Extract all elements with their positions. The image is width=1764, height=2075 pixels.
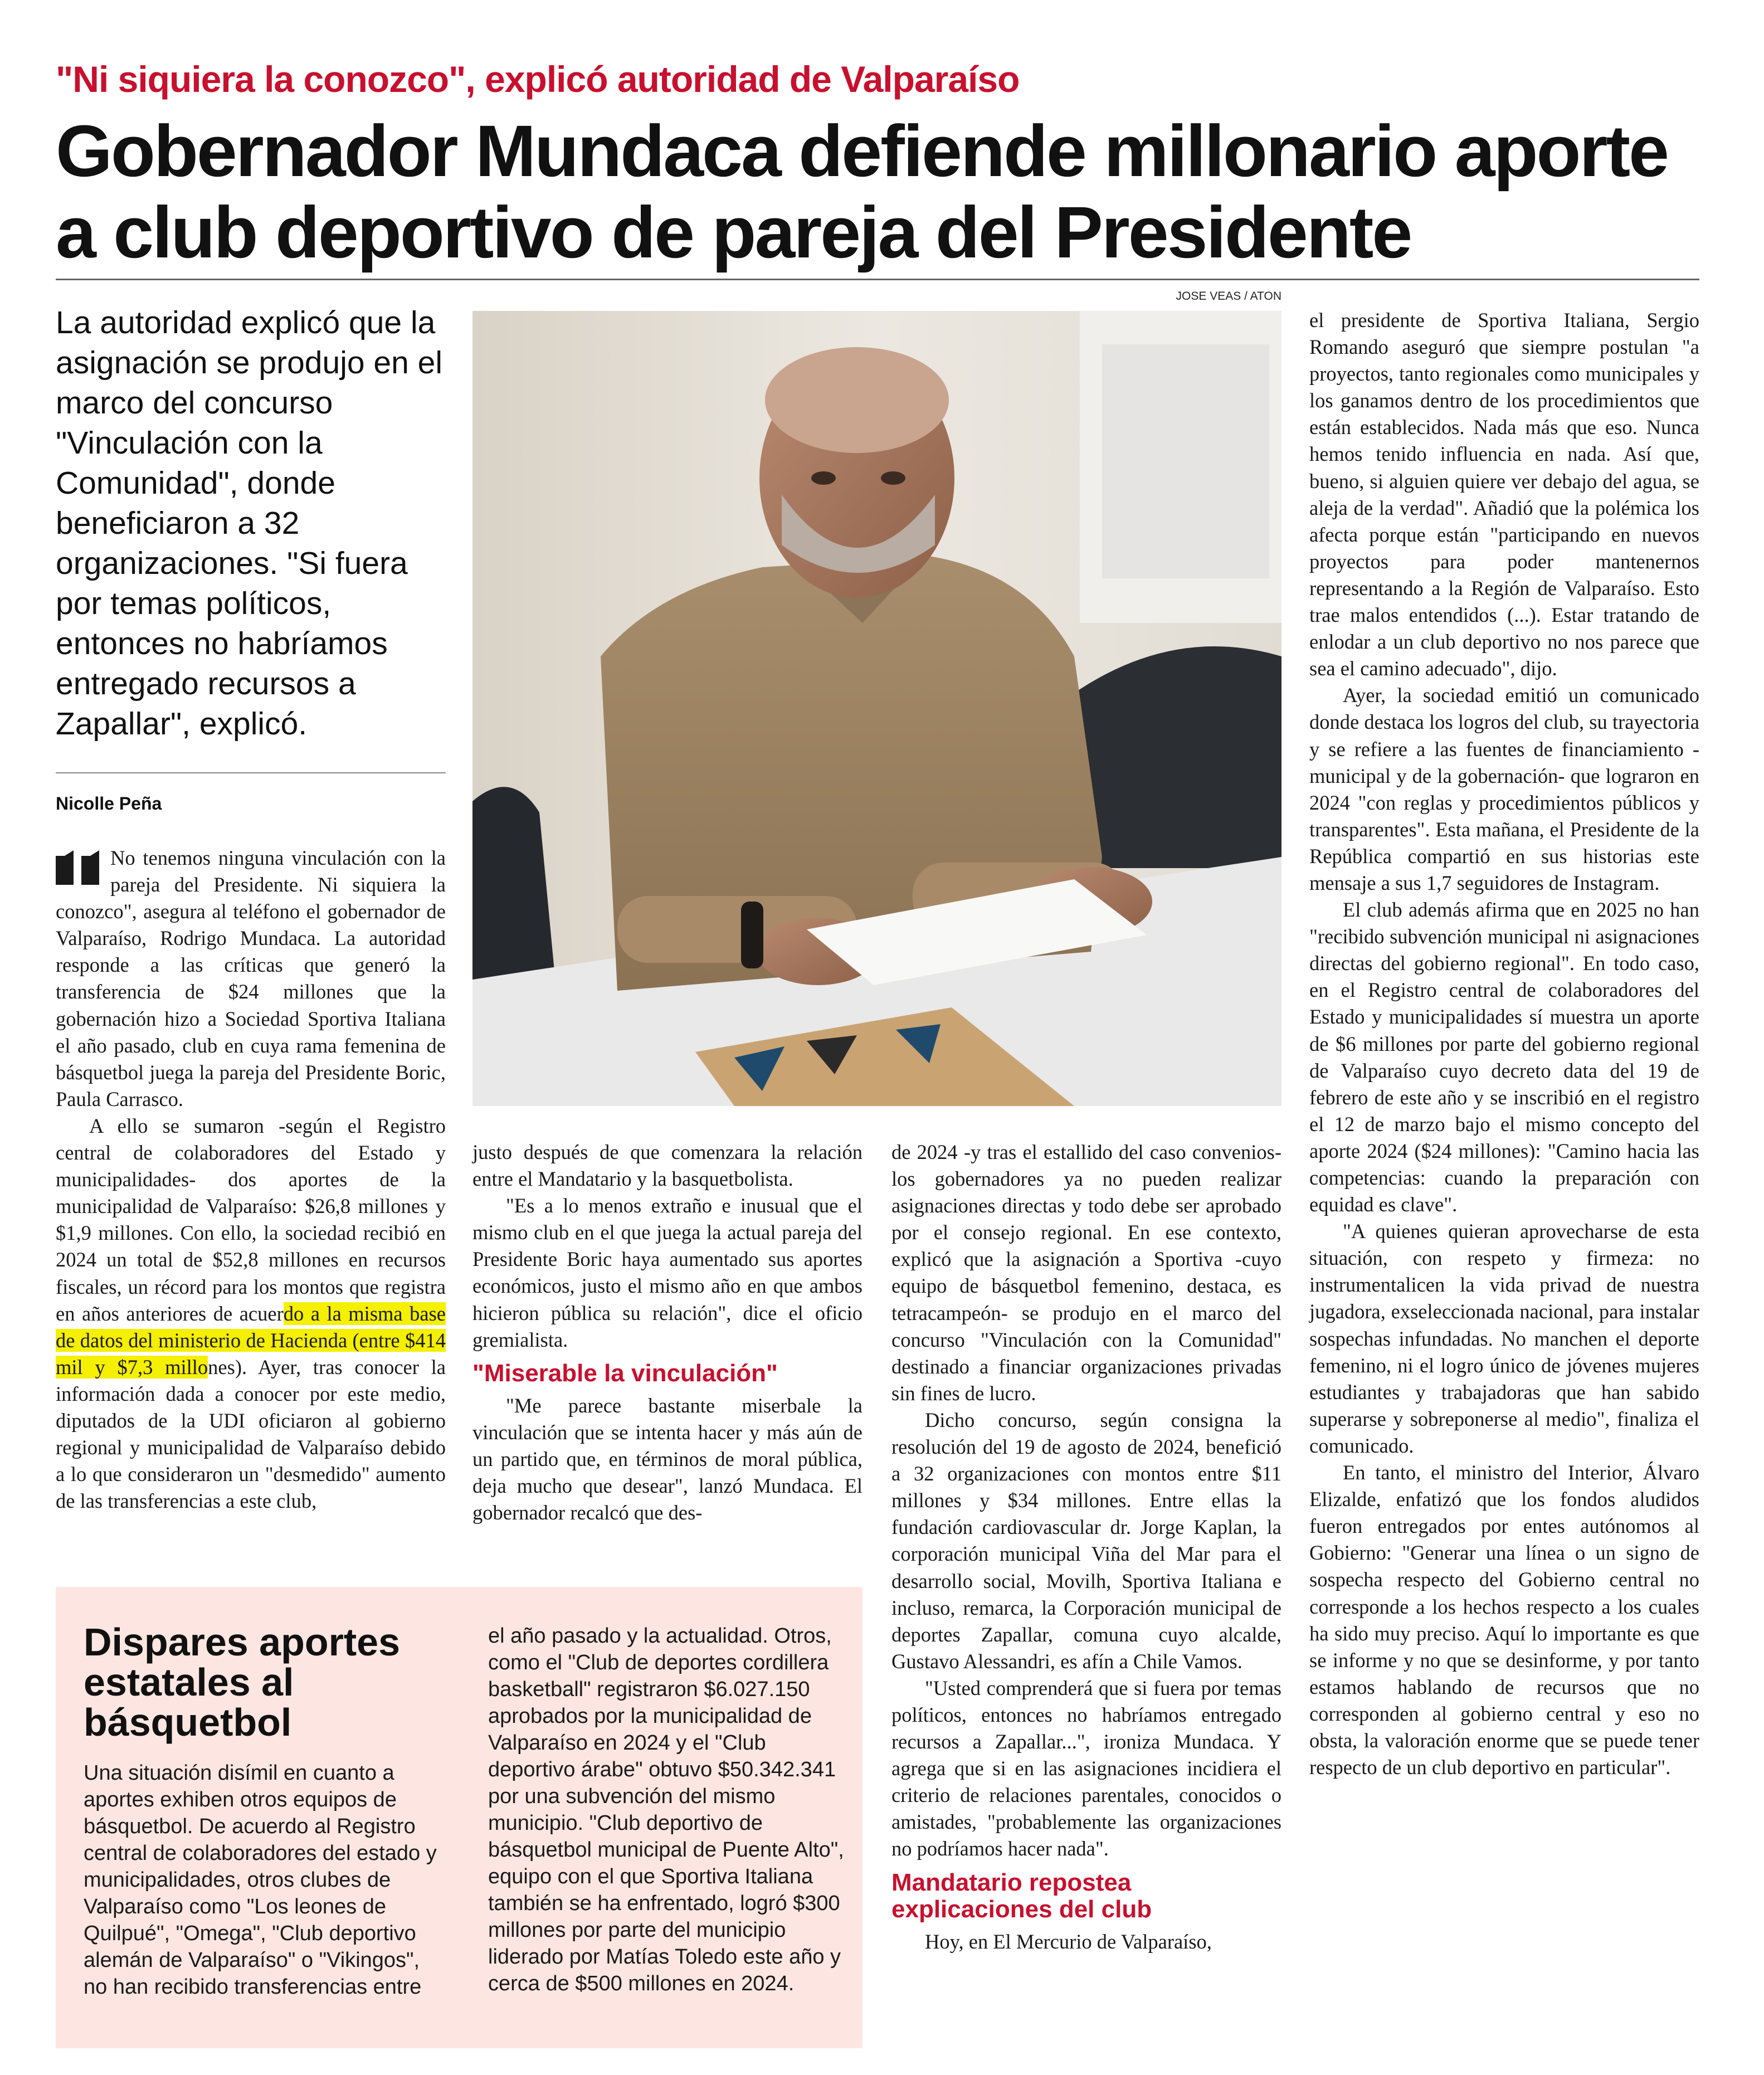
sidebar-text-2: el año pasado y la actualidad. Otros, como el "Club de deportes cordillera basketball" registraron $6.027.150 aprobados por la municipalidad de Valparaíso en 2024 y el "Club deportivo árabe" obtuvo $50.342.341 por una subvención del mismo municipio. "Club deportivo de básquetbol municipal de Puente Alto", equipo con el que Sportiva Italiana también se ha enfrentado, logró $300 millones por parte del municipio liderado por Matías Toledo este año y cerca de $500 millones en 2024. [488, 1624, 844, 1995]
article-photo [472, 311, 1281, 1106]
headline-rule [56, 279, 1699, 280]
byline-rule [56, 772, 446, 773]
paragraph: el presidente de Sportiva Italiana, Sergio Romando aseguró que siempre postulan "a proyectos, tanto regionales como municipales y los ganamos dentro de los procedimientos que están establecidos. Nada más que eso. Nunca hemos tenido influencia en nada. Así que, bueno, si alguien quiere ver debajo del agua, se aleja de la verdad". Añadió que la polémica los afecta porque están "participando en nuevos proyectos para poder mantenernos representando a la Región de Valparaíso. Esto trae malos entendidos (...). Estar tratando de enlodar a un club deportivo no nos parece que sea el camino adecuado", dijo. [1309, 309, 1699, 680]
kicker: "Ni siquiera la conozco", explicó autoridad de Valparaíso [56, 59, 1020, 100]
paragraph: "Es a lo menos extraño e inusual que el mismo club en el que juega la actual pareja del Presidente Boric haya aumentado sus aportes económicos, justo el mismo año en que ambos hicieron pública su relación", dice el oficio gremialista. [472, 1194, 862, 1351]
subheading: Mandatario repostea explicaciones del club [891, 1868, 1152, 1923]
text-run: A ello se sumaron -según el Registro central de colaboradores del Estado y municipalidades- dos aportes de la municipalidad de Valparaíso: $26,8 millones y $1,9 millones. Con ello, la sociedad recibió en 2024 un total de $52,8 millones en recursos fiscales, un récord para los montos que registra en años anteriores de acuer [56, 1114, 446, 1325]
sidebar-text-1: Una situación disímil en cuanto a aportes exhiben otros equipos de básquetbol. De acuerdo al Registro central de colaboradores del estado y municipalidades, otros clubes de Valparaíso como "Los leones de Quilpué", "Omega", "Club deportivo alemán de Valparaíso" o "Vikingos", no han recibido transferencias entre [84, 1761, 437, 1999]
paragraph: justo después de que comenzara la relación entre el Mandatario y la basquetbolista. [472, 1141, 862, 1191]
paragraph [56, 1113, 446, 1514]
portrait-illustration [472, 311, 1281, 1106]
sidebar-title: Dispares aportes estatales al básquetbol [84, 1620, 401, 1744]
body-column-2 [472, 1139, 862, 1526]
lede: La autoridad explicó que la asignación se produjo en el marco del concurso "Vinculación con la Comunidad", donde beneficiaron a 32 organizaciones. "Si fuera por temas políticos, entonces no habríamos entregado recursos a Zapallar", explicó. [56, 305, 442, 742]
photo-credit: JOSE VEAS / ATON [1176, 290, 1281, 303]
paragraph: de 2024 -y tras el estallido del caso convenios- los gobernadores ya no pueden realizar asignaciones directas y todo debe ser aprobado por el consejo regional. En ese contexto, explicó que la asignación a Sportiva -cuyo equipo de básquetbol femenino, destaca, es tetracampeón- se produjo en el marco del concurso "Vinculación con la Comunidad" destinado a financiar organizaciones privadas sin fines de lucro. [891, 1141, 1281, 1405]
paragraph: "A quienes quieran aprovecharse de esta situación, con respeto y firmeza: no instrumentalicen la vida privad de nuestra jugadora, exseleccionada nacional, para instalar sospechas infundadas. No manchen el deporte femenino, ni el logro único de jóvenes mujeres estudiantes y trabajadoras que han sabido superarse y sobreponerse al medio", finaliza el comunicado. [1309, 1220, 1699, 1457]
paragraph: Ayer, la sociedad emitió un comunicado donde destaca los logros del club, su trayectoria y se refiere a las fuentes de financiamiento -municipal y de la gobernación- que lograron en 2024 "con reglas y procedimientos públicos y transparentes". Esta mañana, el Presidente de la República compartió en sus historias este mensaje a sus 1,7 seguidores de Instagram. [1309, 684, 1699, 894]
paragraph: El club además afirma que en 2025 no han "recibido subvención municipal ni asignaciones directas del gobierno regional". En todo caso, en el Registro central de colaboradores del Estado y municipalidades sí muestra un aporte de $6 millones por parte del gobierno regional de Valparaíso cuyo decreto data del 19 de febrero de este año y se inscribió en el registro el 12 de marzo bajo el mismo concepto del aporte 2024 ($24 millones): "Camino hacia las competencias: cuando la preparación con equidad es clave". [1309, 898, 1699, 1216]
paragraph: "Usted comprenderá que si fuera por temas políticos, entonces no habríamos entregado recursos a Zapallar...", ironiza Mundaca. Y agrega que si en las asignaciones incidiera el criterio de relaciones parentales, conocidos o amistades, "probablemente las organizaciones no podríamos hacer nada". [891, 1676, 1281, 1860]
paragraph: "Me parece bastante miserbale la vinculación que se intenta hacer y más aún de un partido que, en términos de moral pública, deja mucho que desear", lanzó Mundaca. El gobernador recalcó que des- [472, 1394, 862, 1524]
byline: Nicolle Peña [56, 793, 162, 814]
body-column-4 [1309, 307, 1699, 1781]
paragraph: Dicho concurso, según consigna la resolución del 19 de agosto de 2024, benefició a 32 organizaciones con montos entre $11 millones y $34 millones. Entre ellas la fundación cardiovascular dr. Jorge Kaplan, la corporación municipal Viña del Mar para el desarrollo social, Movilh, Sportiva Italiana e incluso, remarca, la Corporación municipal de deportes Zapallar, comuna cuyo alcalde, Gustavo Alessandri, es afín a Chile Vamos. [891, 1408, 1281, 1673]
subheading: "Miserable la vinculación" [472, 1359, 778, 1387]
highlighted-text: do a la misma base de datos del ministerio de Hacienda (entre $414 mil y $7,3 millo [56, 1302, 446, 1379]
quote-mark-icon [56, 850, 103, 886]
text-run: nes). Ayer, tras conocer la información dada a conocer por este medio, diputados de la UDI oficiaron al gobierno regional y municipalidad de Valparaíso debido a lo que consideraron un "desmedido" aumento de las transferencias a este club, [56, 1355, 446, 1513]
body-column-3 [891, 1139, 1281, 1955]
body-column-1 [56, 845, 446, 1514]
headline: Gobernador Mundaca defiende millonario aporte a club deportivo de pareja del Presidente [56, 110, 1668, 273]
paragraph: Hoy, en El Mercurio de Valparaíso, [925, 1930, 1212, 1953]
paragraph: En tanto, el ministro del Interior, Álvaro Elizalde, enfatizó que los fondos aludidos fueron entregados por entes autónomos al Gobierno: "Generar una línea o un signo de sospecha respecto del Gobierno central no corresponde a los hechos respecto a los cuales ha sido muy preciso. Aquí lo importante es que se informe y no que se desinforme, y por tanto estamos hablando de recursos que no corresponden al gobierno central y eso no obsta, la valoración enorme que se puede tener respecto de un club deportivo en particular". [1309, 1461, 1699, 1779]
paragraph: No tenemos ninguna vinculación con la pareja del Presidente. Ni siquiera la conozco", asegura al teléfono el gobernador de Valparaíso, Rodrigo Mundaca. La autoridad responde a las críticas que generó la transferencia de $24 millones que la gobernación hizo a Sociedad Sportiva Italiana el año pasado, club en cuya rama femenina de básquetbol juega la pareja del Presidente Boric, Paula Carrasco. [56, 846, 446, 1110]
